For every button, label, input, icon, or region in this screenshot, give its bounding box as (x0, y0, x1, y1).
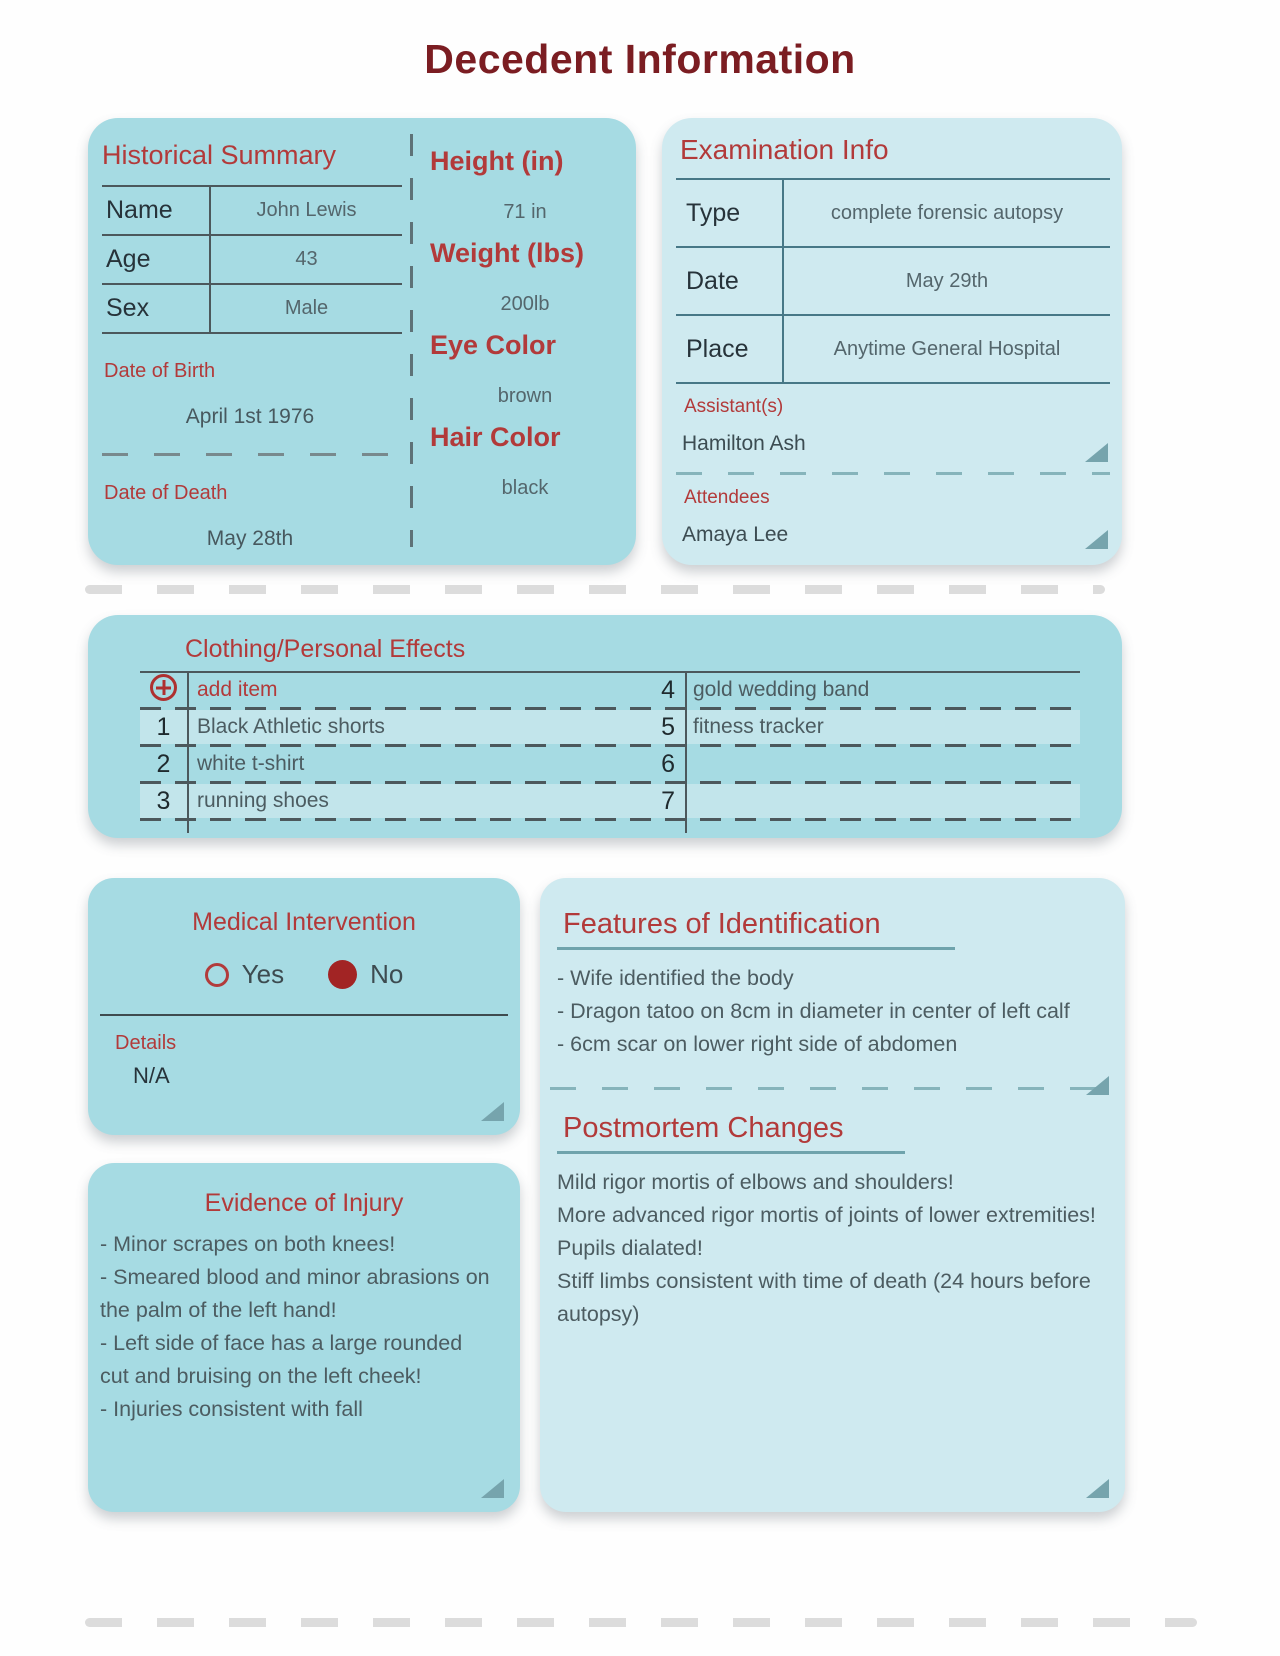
item-field[interactable]: running shoes (197, 789, 329, 812)
date-label: Date (676, 248, 784, 314)
radio-yes[interactable] (205, 959, 284, 990)
section-divider (85, 1618, 1197, 1627)
resize-handle-icon[interactable] (481, 1102, 504, 1121)
attendees-value: Amaya Lee (682, 523, 789, 546)
date-value: May 29th (905, 269, 989, 292)
features-body (557, 962, 1105, 1061)
radio-unselected-icon[interactable] (205, 963, 229, 987)
add-item-button[interactable]: add item (197, 678, 278, 701)
item-field[interactable]: Black Athletic shorts (197, 715, 385, 738)
medical-intervention-card (88, 878, 520, 1135)
hair-color-value: black (501, 477, 549, 499)
medical-intervention-title: Medical Intervention (192, 908, 416, 936)
type-value: complete forensic autopsy (830, 201, 1064, 224)
dashed-divider (102, 453, 402, 456)
radio-yes-label: Yes (241, 959, 285, 989)
name-label: Name (102, 187, 211, 234)
table-row (140, 673, 1080, 707)
sex-value: Male (284, 297, 329, 319)
radio-selected-icon[interactable] (328, 960, 357, 989)
assistants-value: Hamilton Ash (682, 432, 806, 455)
identification-postmortem-card (540, 878, 1125, 1512)
dashed-divider (676, 472, 1110, 475)
historical-summary-right-column (426, 132, 624, 500)
type-label: Type (676, 180, 784, 246)
evidence-line: - Injuries consistent with fall (100, 1397, 363, 1421)
table-row (140, 710, 1080, 744)
item-number: 1 (156, 712, 171, 741)
postmortem-title: Postmortem Changes (563, 1112, 844, 1144)
item-number: 5 (661, 712, 675, 741)
date-of-death-value: May 28th (206, 527, 294, 550)
age-label: Age (102, 236, 211, 283)
item-field[interactable]: gold wedding band (693, 678, 870, 701)
clothing-table (140, 671, 1080, 833)
section-line (100, 1014, 508, 1016)
attendees-label: Attendees (684, 487, 770, 508)
item-number: 6 (661, 749, 675, 778)
eye-color-value: brown (497, 385, 553, 407)
place-label: Place (676, 316, 784, 382)
table-row (102, 285, 402, 332)
feature-line: - 6cm scar on lower right side of abdomen (557, 1032, 958, 1056)
dashed-row-separator (140, 818, 1080, 821)
item-number: 3 (156, 786, 171, 815)
add-item-icon[interactable] (150, 674, 177, 701)
examination-info-table (676, 178, 1110, 384)
date-of-birth-label: Date of Birth (104, 360, 216, 382)
evidence-body (100, 1228, 490, 1426)
table-vertical-line (187, 671, 189, 833)
name-value: John Lewis (256, 199, 357, 221)
medical-intervention-radios (88, 959, 520, 990)
clothing-personal-effects-card (88, 615, 1122, 838)
resize-handle-icon[interactable] (1086, 1479, 1109, 1498)
height-label: Height (in) (430, 146, 564, 176)
feature-line: - Dragon tatoo on 8cm in diameter in center of left calf (557, 999, 1070, 1023)
evidence-line: - Left side of face has a large rounded cut and bruising on the left cheek! (100, 1331, 463, 1388)
date-of-death-label: Date of Death (104, 482, 228, 504)
eye-color-label: Eye Color (430, 330, 557, 360)
section-divider (85, 585, 1105, 594)
resize-handle-icon[interactable] (481, 1479, 504, 1498)
age-value: 43 (295, 248, 318, 270)
place-value: Anytime General Hospital (833, 337, 1061, 360)
sex-label: Sex (102, 285, 211, 332)
title-underline (557, 947, 955, 950)
evidence-line: - Minor scrapes on both knees! (100, 1232, 396, 1256)
date-of-birth-value: April 1st 1976 (185, 405, 315, 428)
hair-color-label: Hair Color (430, 422, 561, 452)
vertical-dashed-divider (410, 134, 413, 547)
table-row (676, 316, 1110, 382)
table-row (140, 747, 1080, 781)
postmortem-line: Stiff limbs consistent with time of death (24 hours before autopsy) (557, 1269, 1091, 1326)
table-row (676, 248, 1110, 316)
evidence-title: Evidence of Injury (204, 1189, 404, 1217)
evidence-of-injury-card (88, 1163, 520, 1512)
examination-info-title: Examination Info (680, 134, 889, 165)
postmortem-body (557, 1166, 1105, 1331)
examination-info-card (662, 118, 1122, 565)
features-of-identification-section (540, 878, 1125, 1061)
weight-value: 200lb (500, 293, 550, 315)
table-row (102, 236, 402, 285)
item-number: 2 (156, 749, 171, 778)
postmortem-changes-section (540, 1090, 1125, 1331)
page-title: Decedent Information (424, 36, 856, 82)
assistants-label: Assistant(s) (684, 396, 784, 417)
title-underline (557, 1151, 905, 1154)
historical-summary-card (88, 118, 636, 565)
postmortem-line: More advanced rigor mortis of joints of lower extremities! (557, 1203, 1096, 1227)
details-label: Details (115, 1032, 177, 1054)
evidence-line: - Smeared blood and minor abrasions on the palm of the left hand! (100, 1265, 490, 1322)
radio-no-label: No (370, 959, 404, 989)
table-row (102, 187, 402, 236)
features-title: Features of Identification (563, 908, 881, 940)
item-field[interactable]: white t-shirt (197, 752, 305, 775)
details-value: N/A (133, 1063, 170, 1088)
postmortem-line: Mild rigor mortis of elbows and shoulders! (557, 1170, 954, 1194)
postmortem-line: Pupils dialated! (557, 1236, 703, 1260)
item-number: 4 (661, 675, 675, 704)
item-field[interactable]: fitness tracker (693, 715, 824, 738)
radio-no[interactable] (328, 959, 403, 990)
examination-info-content (676, 130, 1110, 547)
height-value: 71 in (503, 201, 547, 223)
clothing-title: Clothing/Personal Effects (185, 635, 466, 663)
weight-label: Weight (lbs) (430, 238, 584, 268)
table-row (676, 180, 1110, 248)
historical-summary-table (102, 185, 402, 334)
feature-line: - Wife identified the body (557, 966, 794, 990)
table-vertical-line (685, 671, 687, 833)
historical-summary-title: Historical Summary (102, 140, 337, 170)
item-number: 7 (661, 786, 675, 815)
table-row (140, 784, 1080, 818)
